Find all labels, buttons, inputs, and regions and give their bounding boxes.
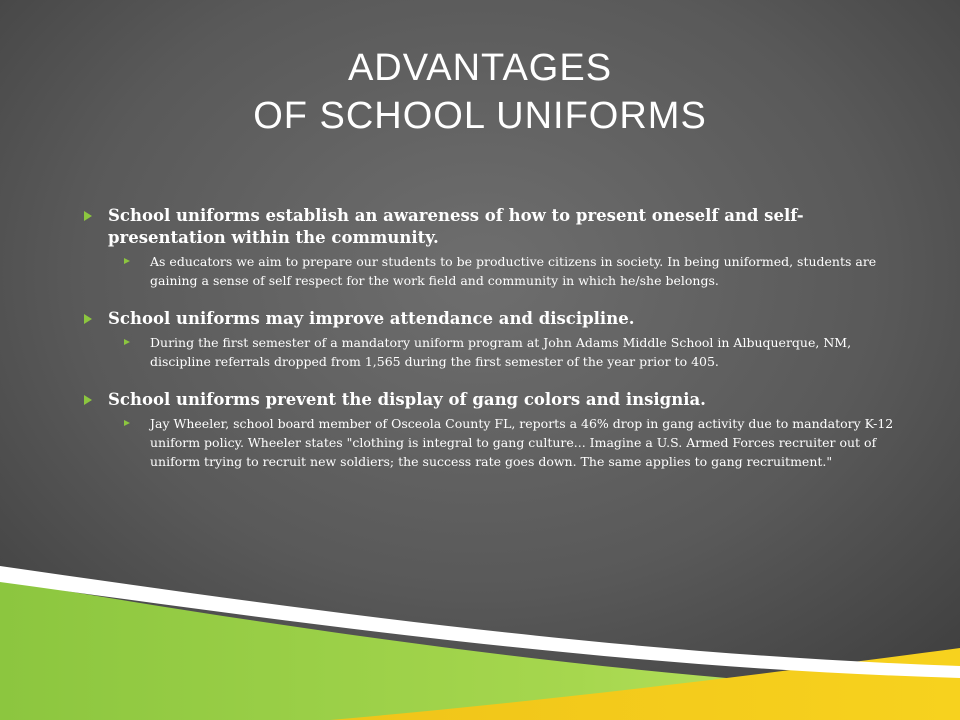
- title-line-2: OF SCHOOL UNIFORMS: [253, 95, 707, 137]
- title-line-1: ADVANTAGES: [347, 47, 613, 89]
- bullet-text: School uniforms prevent the display of gang colors and insignia.: [108, 390, 706, 409]
- sub-bullet-text: Jay Wheeler, school board member of Osceola County FL, reports a 46% drop in gang activity due to mandatory K-12 uniform policy. Wheeler states "clothing is integral to gang culture... Imagine a U.S. Armed Forces recruiter out of uniform trying to recruit new soldiers; the success rate goes down. The same applies to gang recruitment.": [150, 416, 894, 469]
- sub-bullet-text: As educators we aim to prepare our students to be productive citizens in society. In being uniformed, students are gaining a sense of self respect for the work field and community in which he/she belongs.: [150, 254, 877, 288]
- sub-bullet-text: During the first semester of a mandatory uniform program at John Adams Middle School in Albuquerque, NM, discipline referrals dropped from 1,565 during the first semester of the year prior to 405.: [150, 335, 852, 369]
- bullet-text: School uniforms establish an awareness of how to present oneself and self-presentation within the community.: [108, 206, 804, 247]
- bullet-text: School uniforms may improve attendance and discipline.: [108, 309, 635, 328]
